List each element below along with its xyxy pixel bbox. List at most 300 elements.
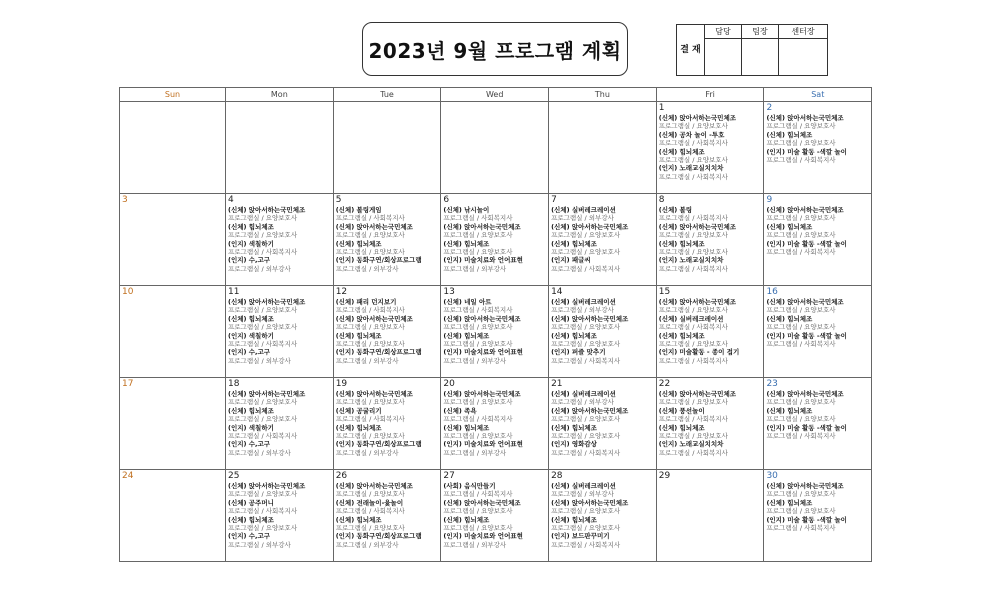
program-location-staff: 프로그램실 / 요양보호사: [658, 398, 728, 407]
calendar-day-cell[interactable]: [764, 378, 872, 470]
day-number: 29: [658, 471, 671, 481]
calendar-day-cell[interactable]: [441, 102, 549, 194]
program-title: (인지) 패글씨: [551, 256, 591, 265]
approval-col-leader: 팀장: [742, 25, 779, 39]
program-entry: [766, 407, 869, 424]
calendar-table: [119, 87, 872, 562]
program-title: (신체) 앉아서하는국민체조: [551, 406, 629, 415]
program-title: (신체) 힘뇌체조: [443, 239, 490, 248]
program-entry: [659, 315, 762, 332]
program-location-staff: 프로그램실 / 요양보호사: [335, 398, 405, 407]
day-number: 1: [658, 103, 665, 113]
program-title: (인지) 동화구연/회상프로그램: [335, 440, 422, 449]
program-title: (신체) 힘뇌체조: [551, 423, 597, 432]
program-title: (인지) 미술활동 - 종이 접기: [658, 348, 740, 357]
approval-sign-staff[interactable]: [705, 39, 742, 76]
program-location-staff: 프로그램실 / 요양보호사: [443, 507, 513, 516]
day-cell-content: [657, 470, 764, 561]
calendar-day-cell[interactable]: [549, 378, 657, 470]
program-entry: [443, 532, 546, 549]
program-entry: [443, 256, 546, 273]
program-entry: [551, 482, 654, 499]
day-cell-content: [764, 286, 871, 377]
program-location-staff: 프로그램실 / 외부강사: [443, 356, 507, 365]
program-location-staff: 프로그램실 / 외부강사: [335, 264, 399, 273]
program-location-staff: 프로그램실 / 요양보호사: [766, 214, 836, 223]
calendar-day-cell[interactable]: [441, 286, 549, 378]
program-location-staff: 프로그램실 / 요양보호사: [335, 323, 405, 332]
program-location-staff: 프로그램실 / 요양보호사: [551, 524, 621, 533]
program-location-staff: 프로그램실 / 요양보호사: [551, 340, 621, 349]
program-title: (신체) 앉아서하는국민체조: [443, 314, 521, 323]
program-location-staff: 프로그램실 / 요양보호사: [335, 231, 405, 240]
calendar-day-cell[interactable]: [441, 194, 549, 286]
program-entry: [659, 332, 762, 349]
day-cell-content: [226, 102, 333, 193]
program-location-staff: 프로그램실 / 요양보호사: [551, 507, 621, 516]
approval-box: [676, 24, 828, 76]
day-cell-content: [549, 102, 656, 193]
calendar-day-cell[interactable]: [441, 470, 549, 562]
program-entry: [443, 240, 546, 257]
program-entry: [766, 240, 869, 257]
program-location-staff: 프로그램실 / 외부강사: [335, 540, 399, 549]
program-title: (신체) 힘뇌체조: [443, 331, 490, 340]
program-entry: [551, 499, 654, 516]
program-location-staff: 프로그램실 / 사회복지사: [766, 340, 836, 349]
program-entry: [228, 332, 331, 349]
calendar-day-cell[interactable]: [764, 194, 872, 286]
day-cell-content: [549, 286, 656, 377]
program-entry: [228, 240, 331, 257]
program-title: (신체) 볼링게임: [335, 206, 382, 214]
program-location-staff: 프로그램실 / 사회복지사: [443, 214, 513, 223]
program-location-staff: 프로그램실 / 사회복지사: [551, 356, 621, 365]
program-entry: [443, 440, 546, 457]
program-entry: [766, 114, 869, 131]
day-number: 27: [443, 471, 455, 481]
program-title: (신체) 네일 아트: [443, 298, 492, 306]
program-title: (신체) 힘뇌체조: [658, 239, 705, 248]
program-location-staff: 프로그램실 / 요양보호사: [551, 432, 621, 441]
program-title: (신체) 힘뇌체조: [766, 406, 813, 415]
program-title: (신체) 앉아서하는국민체조: [551, 314, 629, 323]
calendar-day-cell[interactable]: [333, 378, 441, 470]
program-title: (신체) 낚시놀이: [443, 206, 490, 214]
program-location-staff: 프로그램실 / 외부강사: [228, 540, 291, 549]
program-entry: [443, 482, 546, 499]
calendar-day-cell[interactable]: [764, 102, 872, 194]
program-location-staff: 프로그램실 / 외부강사: [551, 398, 614, 407]
day-cell-content: [657, 194, 764, 285]
calendar-day-cell[interactable]: [656, 286, 764, 378]
program-entry: [766, 315, 869, 332]
approval-sign-director[interactable]: [779, 39, 828, 76]
program-entry: [336, 223, 439, 240]
calendar-day-cell[interactable]: [226, 470, 334, 562]
program-entry: [551, 298, 654, 315]
program-entry: [336, 440, 439, 457]
calendar-day-cell[interactable]: [764, 470, 872, 562]
program-entry: [228, 298, 331, 315]
program-entry: [766, 424, 869, 441]
program-title: (신체) 실버레크레이션: [551, 298, 616, 306]
weekday-header-sun: Sun: [120, 88, 226, 102]
calendar-day-cell[interactable]: [120, 470, 226, 562]
calendar-day-cell[interactable]: [441, 378, 549, 470]
calendar-day-cell[interactable]: [120, 378, 226, 470]
program-title: (신체) 공굴리기: [335, 406, 382, 415]
program-location-staff: 프로그램실 / 요양보호사: [443, 398, 513, 407]
calendar-day-cell[interactable]: [226, 194, 334, 286]
program-entry: [336, 424, 439, 441]
program-location-staff: 프로그램실 / 요양보호사: [228, 398, 298, 407]
program-entry: [336, 256, 439, 273]
program-title: (신체) 앉아서하는국민체조: [766, 390, 844, 398]
calendar-day-cell[interactable]: [333, 470, 441, 562]
program-title: (인지) 미술치료와 언어표현: [443, 532, 523, 541]
calendar-day-cell[interactable]: [226, 102, 334, 194]
program-title: (신체) 앉아서하는국민체조: [443, 222, 521, 231]
day-cell-content: [441, 102, 548, 193]
program-location-staff: 프로그램실 / 사회복지사: [766, 432, 836, 441]
program-entry: [443, 390, 546, 407]
program-title: (인지) 수,고구: [228, 256, 271, 265]
program-location-staff: 프로그램실 / 사회복지사: [228, 507, 298, 516]
program-title: (신체) 앉아서하는국민체조: [658, 222, 737, 231]
program-entry: [336, 298, 439, 315]
program-entry: [443, 424, 546, 441]
program-entry: [336, 332, 439, 349]
day-number: 3: [122, 195, 128, 205]
program-title: (신체) 힘뇌체조: [443, 423, 490, 432]
program-location-staff: 프로그램실 / 요양보호사: [335, 340, 405, 349]
program-entry: [766, 131, 869, 148]
program-title: (인지) 동화구연/회상프로그램: [335, 256, 422, 265]
program-title: (인지) 보드판꾸미기: [551, 532, 610, 541]
program-location-staff: 프로그램실 / 요양보호사: [228, 490, 298, 499]
day-cell-content: [764, 378, 871, 469]
calendar-day-cell[interactable]: [764, 286, 872, 378]
approval-label: [677, 25, 705, 76]
program-location-staff: 프로그램실 / 요양보호사: [443, 340, 513, 349]
calendar-week-row: [120, 470, 872, 562]
program-location-staff: 프로그램실 / 요양보호사: [335, 524, 405, 533]
program-location-staff: 프로그램실 / 사회복지사: [228, 248, 298, 257]
day-number: 16: [766, 287, 778, 297]
program-title: (신체) 힘뇌체조: [551, 515, 597, 524]
program-entry: [443, 223, 546, 240]
program-location-staff: 프로그램실 / 요양보호사: [551, 323, 621, 332]
calendar-day-cell[interactable]: [656, 378, 764, 470]
program-entry: [659, 440, 762, 457]
calendar-body: [120, 102, 872, 562]
day-cell-content: [120, 102, 225, 193]
weekday-header-sat: Sat: [764, 88, 872, 102]
program-title: (신체) 힘뇌체조: [228, 406, 274, 415]
approval-col-director: 센터장: [779, 25, 828, 39]
program-entry: [228, 499, 331, 516]
program-location-staff: 프로그램실 / 요양보호사: [228, 306, 298, 315]
program-entry: [766, 516, 869, 533]
program-entry: [443, 206, 546, 223]
day-cell-content: [226, 286, 333, 377]
approval-label-text: 결 재: [680, 45, 701, 55]
program-location-staff: 프로그램실 / 요양보호사: [766, 122, 836, 131]
program-entry: [659, 206, 762, 223]
program-entry: [336, 482, 439, 499]
calendar-day-cell[interactable]: [226, 286, 334, 378]
approval-sign-leader[interactable]: [742, 39, 779, 76]
day-cell-content: [549, 378, 656, 469]
program-title: (신체) 힘뇌체조: [228, 515, 274, 524]
program-location-staff: 프로그램실 / 사회복지사: [335, 507, 405, 516]
program-entry: [228, 424, 331, 441]
program-title: (인지) 미술 활동 -색깔 놀이: [766, 147, 847, 156]
program-location-staff: 프로그램실 / 요양보호사: [766, 139, 836, 148]
program-title: (신체) 힘뇌체조: [658, 331, 705, 340]
day-cell-content: [657, 102, 764, 193]
program-location-staff: 프로그램실 / 요양보호사: [766, 306, 836, 315]
calendar-day-cell[interactable]: [333, 102, 441, 194]
program-location-staff: 프로그램실 / 요양보호사: [443, 248, 513, 257]
day-number: 8: [658, 195, 665, 205]
calendar-day-cell[interactable]: [549, 102, 657, 194]
day-number: 19: [335, 379, 348, 389]
program-location-staff: 프로그램실 / 사회복지사: [335, 214, 405, 223]
program-location-staff: 프로그램실 / 요양보호사: [228, 323, 298, 332]
program-entry: [551, 516, 654, 533]
day-number: 23: [766, 379, 778, 389]
program-title: (신체) 앉아서하는국민체조: [335, 314, 413, 323]
program-location-staff: 프로그램실 / 요양보호사: [335, 432, 405, 441]
program-entry: [766, 223, 869, 240]
program-location-staff: 프로그램실 / 사회복지사: [551, 540, 621, 549]
program-entry: [443, 516, 546, 533]
program-location-staff: 프로그램실 / 요양보호사: [551, 415, 621, 424]
program-entry: [551, 223, 654, 240]
day-number: 28: [551, 471, 563, 481]
program-entry: [766, 499, 869, 516]
program-location-staff: 프로그램실 / 요양보호사: [551, 231, 621, 240]
program-title: (인지) 미술 활동 -색깔 놀이: [766, 423, 847, 432]
program-title: (신체) 앉아서하는국민체조: [443, 390, 521, 398]
day-cell-content: [120, 470, 225, 561]
day-cell-content: [657, 286, 764, 377]
program-title: (신체) 힘뇌체조: [335, 423, 382, 432]
weekday-header-thu: Thu: [549, 88, 657, 102]
program-location-staff: 프로그램실 / 요양보호사: [443, 524, 513, 533]
program-entry: [551, 348, 654, 365]
weekday-header-fri: Fri: [656, 88, 764, 102]
program-title: (신체) 앉아서하는국민체조: [658, 114, 737, 122]
day-number: 14: [551, 287, 563, 297]
program-location-staff: 프로그램실 / 요양보호사: [658, 432, 728, 441]
program-entry: [766, 206, 869, 223]
day-cell-content: [441, 286, 548, 377]
program-entry: [659, 164, 762, 181]
program-title: (신체) 앉아서하는국민체조: [658, 298, 737, 306]
day-number: 20: [443, 379, 455, 389]
program-location-staff: 프로그램실 / 외부강사: [443, 448, 507, 457]
program-location-staff: 프로그램실 / 사회복지사: [443, 415, 513, 424]
calendar-day-cell[interactable]: [549, 286, 657, 378]
program-title: (인지) 동화구연/회상프로그램: [335, 532, 422, 541]
program-title: (신체) 전래놀이-윷놀이: [335, 498, 404, 507]
calendar-day-cell[interactable]: [120, 102, 226, 194]
calendar-day-cell[interactable]: [656, 194, 764, 286]
program-title: (인지) 노래교실치치차: [658, 256, 724, 265]
program-entry: [659, 407, 762, 424]
program-entry: [228, 390, 331, 407]
program-title: (신체) 힘뇌체조: [658, 423, 705, 432]
program-title: (인지) 미술 활동 -색깔 놀이: [766, 239, 847, 248]
program-location-staff: 프로그램실 / 사회복지사: [658, 172, 728, 181]
program-location-staff: 프로그램실 / 요양보호사: [766, 507, 836, 516]
program-title: (신체) 앉아서하는국민체조: [228, 298, 306, 306]
program-title: (신체) 공차 놀이 -투호: [658, 130, 725, 139]
day-number: 25: [228, 471, 240, 481]
program-title: (신체) 힘뇌체조: [335, 515, 382, 524]
calendar-day-cell[interactable]: [549, 194, 657, 286]
program-title: (신체) 힘뇌체조: [766, 130, 813, 139]
program-title: (신체) 앉아서하는국민체조: [766, 298, 844, 306]
program-location-staff: 프로그램실 / 사회복지사: [658, 323, 728, 332]
calendar-day-cell[interactable]: [656, 102, 764, 194]
program-location-staff: 프로그램실 / 사회복지사: [551, 264, 621, 273]
day-cell-content: [764, 194, 871, 285]
program-entry: [228, 256, 331, 273]
program-title: (인지) 수,고구: [228, 532, 271, 541]
program-title: (신체) 힘뇌체조: [766, 498, 813, 507]
program-entry: [659, 348, 762, 365]
program-title: (신체) 실버레크레이션: [551, 482, 616, 490]
program-entry: [551, 240, 654, 257]
program-title: (신체) 앉아서하는국민체조: [335, 390, 413, 398]
program-title: (신체) 실버레크레이션: [551, 206, 616, 214]
program-entry: [228, 482, 331, 499]
day-number: 11: [228, 287, 240, 297]
program-title: (신체) 앉아서하는국민체조: [228, 206, 306, 214]
approval-col-staff: 담당: [705, 25, 742, 39]
calendar-day-cell[interactable]: [656, 470, 764, 562]
program-location-staff: 프로그램실 / 사회복지사: [335, 306, 405, 315]
day-number: 26: [335, 471, 348, 481]
program-location-staff: 프로그램실 / 외부강사: [335, 448, 399, 457]
day-cell-content: [549, 470, 656, 561]
day-cell-content: [120, 286, 225, 377]
program-entry: [659, 114, 762, 131]
program-title: (신체) 앉아서하는국민체조: [228, 482, 306, 490]
day-number: 7: [551, 195, 557, 205]
program-location-staff: 프로그램실 / 사회복지사: [443, 306, 513, 315]
day-number: 12: [335, 287, 348, 297]
program-title: (인지) 미술치료와 언어표현: [443, 348, 523, 357]
program-entry: [336, 390, 439, 407]
program-title: (신체) 앉아서하는국민체조: [335, 482, 413, 490]
program-entry: [336, 315, 439, 332]
program-title: (신체) 힘뇌체조: [658, 147, 705, 156]
day-cell-content: [334, 286, 441, 377]
day-cell-content: [441, 470, 548, 561]
day-number: 5: [335, 195, 342, 205]
program-title: (신체) 앉아서하는국민체조: [766, 206, 844, 214]
program-location-staff: 프로그램실 / 사회복지사: [658, 214, 728, 223]
program-location-staff: 프로그램실 / 사회복지사: [766, 156, 836, 165]
program-title: (신체) 풍선놀이: [658, 406, 705, 415]
calendar-day-cell[interactable]: [549, 470, 657, 562]
program-location-staff: 프로그램실 / 요양보호사: [766, 323, 836, 332]
program-title: (인지) 영화감상: [551, 440, 597, 449]
weekday-header-mon: Mon: [226, 88, 334, 102]
program-location-staff: 프로그램실 / 외부강사: [443, 264, 507, 273]
program-entry: [336, 240, 439, 257]
program-location-staff: 프로그램실 / 외부강사: [551, 214, 614, 223]
program-title: (신체) 앉아서하는국민체조: [551, 498, 629, 507]
day-cell-content: [334, 378, 441, 469]
calendar-day-cell[interactable]: [333, 286, 441, 378]
day-number: 18: [228, 379, 240, 389]
day-number: 9: [766, 195, 773, 205]
day-number: 4: [228, 195, 234, 205]
calendar-day-cell[interactable]: [120, 194, 226, 286]
program-title: (신체) 힘뇌체조: [551, 239, 597, 248]
weekday-header-wed: Wed: [441, 88, 549, 102]
program-entry: [551, 407, 654, 424]
program-title: (인지) 색칠하기: [228, 331, 274, 340]
program-location-staff: 프로그램실 / 요양보호사: [228, 214, 298, 223]
program-location-staff: 프로그램실 / 요양보호사: [658, 122, 728, 131]
program-title: (신체) 실버레크레이션: [658, 314, 724, 323]
program-location-staff: 프로그램실 / 요양보호사: [766, 490, 836, 499]
calendar-day-cell[interactable]: [120, 286, 226, 378]
program-location-staff: 프로그램실 / 요양보호사: [228, 231, 298, 240]
program-title: (인지) 노래교실치치차: [658, 440, 724, 449]
program-location-staff: 프로그램실 / 요양보호사: [335, 248, 405, 257]
program-entry: [228, 440, 331, 457]
program-title: (신체) 족욕: [443, 406, 477, 415]
program-location-staff: 프로그램실 / 요양보호사: [228, 415, 298, 424]
day-number: 13: [443, 287, 455, 297]
day-cell-content: [334, 470, 441, 561]
program-location-staff: 프로그램실 / 요양보호사: [228, 524, 298, 533]
program-entry: [551, 315, 654, 332]
day-number: 21: [551, 379, 563, 389]
program-title: (신체) 앉아서하는국민체조: [443, 498, 521, 507]
program-entry: [336, 516, 439, 533]
program-title: (신체) 공주머니: [228, 498, 274, 507]
program-location-staff: 프로그램실 / 요양보호사: [443, 231, 513, 240]
calendar-day-cell[interactable]: [226, 378, 334, 470]
program-entry: [336, 532, 439, 549]
program-entry: [551, 440, 654, 457]
program-location-staff: 프로그램실 / 요양보호사: [443, 323, 513, 332]
program-entry: [551, 256, 654, 273]
program-title: (신체) 볼링: [658, 206, 693, 214]
day-cell-content: [441, 194, 548, 285]
program-entry: [228, 348, 331, 365]
program-title: (인지) 노래교실치치차: [658, 164, 724, 173]
calendar-day-cell[interactable]: [333, 194, 441, 286]
program-title: (신체) 힘뇌체조: [228, 222, 274, 231]
day-cell-content: [657, 378, 764, 469]
program-location-staff: 프로그램실 / 요양보호사: [658, 231, 728, 240]
day-cell-content: [764, 102, 871, 193]
program-entry: [443, 332, 546, 349]
calendar-week-row: [120, 194, 872, 286]
program-entry: [443, 348, 546, 365]
program-title: (신체) 앉아서하는국민체조: [228, 390, 306, 398]
